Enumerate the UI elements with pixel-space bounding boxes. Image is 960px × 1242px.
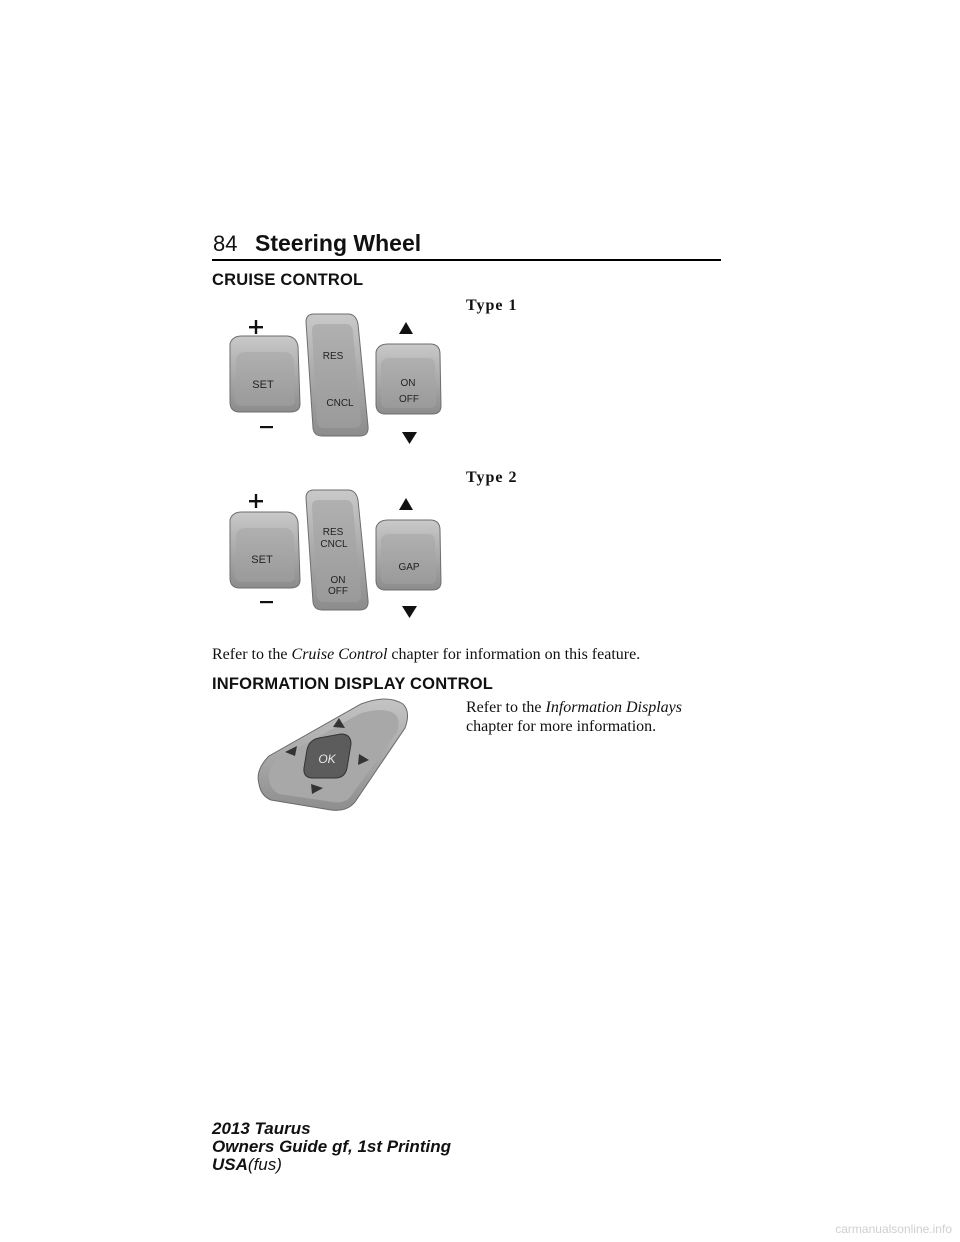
set-button[interactable] [230,336,300,412]
down-arrow-icon [402,606,417,618]
set-label: SET [252,379,274,391]
on-off-button[interactable] [376,344,441,414]
up-arrow-icon [399,498,413,510]
set-label: SET [251,554,273,566]
off-label: OFF [328,586,348,597]
set-button[interactable] [230,512,300,588]
information-display-control-illustration [255,698,411,812]
ref-prefix: Refer to the [466,699,546,716]
footer-region-code: (fus) [247,1155,282,1174]
res-label: RES [322,527,344,538]
ok-label: OK [318,752,336,766]
cruise-control-type2-illustration [220,484,450,620]
cruise-control-type1-illustration [220,308,450,448]
res-cncl-rocker[interactable] [306,314,368,436]
chapter-title: Steering Wheel [255,230,422,256]
watermark: carmanualsonline.info [835,1222,952,1236]
type1-label: Type 1 [466,297,518,314]
information-display-heading: INFORMATION DISPLAY CONTROL [212,675,494,693]
cncl-label: CNCL [320,539,348,550]
page-number: 84 [213,231,238,256]
footer-region: USA [212,1155,248,1174]
cruise-control-chapter-ref: Cruise Control [291,646,388,663]
footer-line3 [212,1156,451,1174]
res-label: RES [322,351,344,362]
minus-icon [260,426,273,428]
footer-line1: 2013 Taurus [212,1119,311,1138]
res-cncl-on-off-rocker[interactable] [306,490,368,610]
ref-suffix: chapter for more information. [466,718,657,735]
on-label: ON [400,378,416,389]
gap-button[interactable] [376,520,441,590]
off-label: OFF [399,394,419,405]
plus-icon [249,494,263,508]
type2-label: Type 2 [466,469,518,486]
ref-suffix: chapter for information on this feature. [387,646,641,663]
cncl-label: CNCL [326,398,354,409]
cruise-control-reference [212,645,640,664]
header-divider [212,259,721,261]
down-arrow-icon [402,432,417,444]
footer [212,1120,451,1174]
cruise-control-heading: CRUISE CONTROL [212,271,364,289]
information-display-reference [466,698,726,736]
information-displays-chapter-ref: Information Displays [545,699,682,716]
up-arrow-icon [399,322,413,334]
plus-icon [249,320,263,334]
footer-line2: Owners Guide gf, 1st Printing [212,1137,451,1156]
minus-icon [260,601,273,603]
on-label: ON [330,575,346,586]
gap-label: GAP [398,562,420,573]
ref-prefix: Refer to the [212,646,292,663]
